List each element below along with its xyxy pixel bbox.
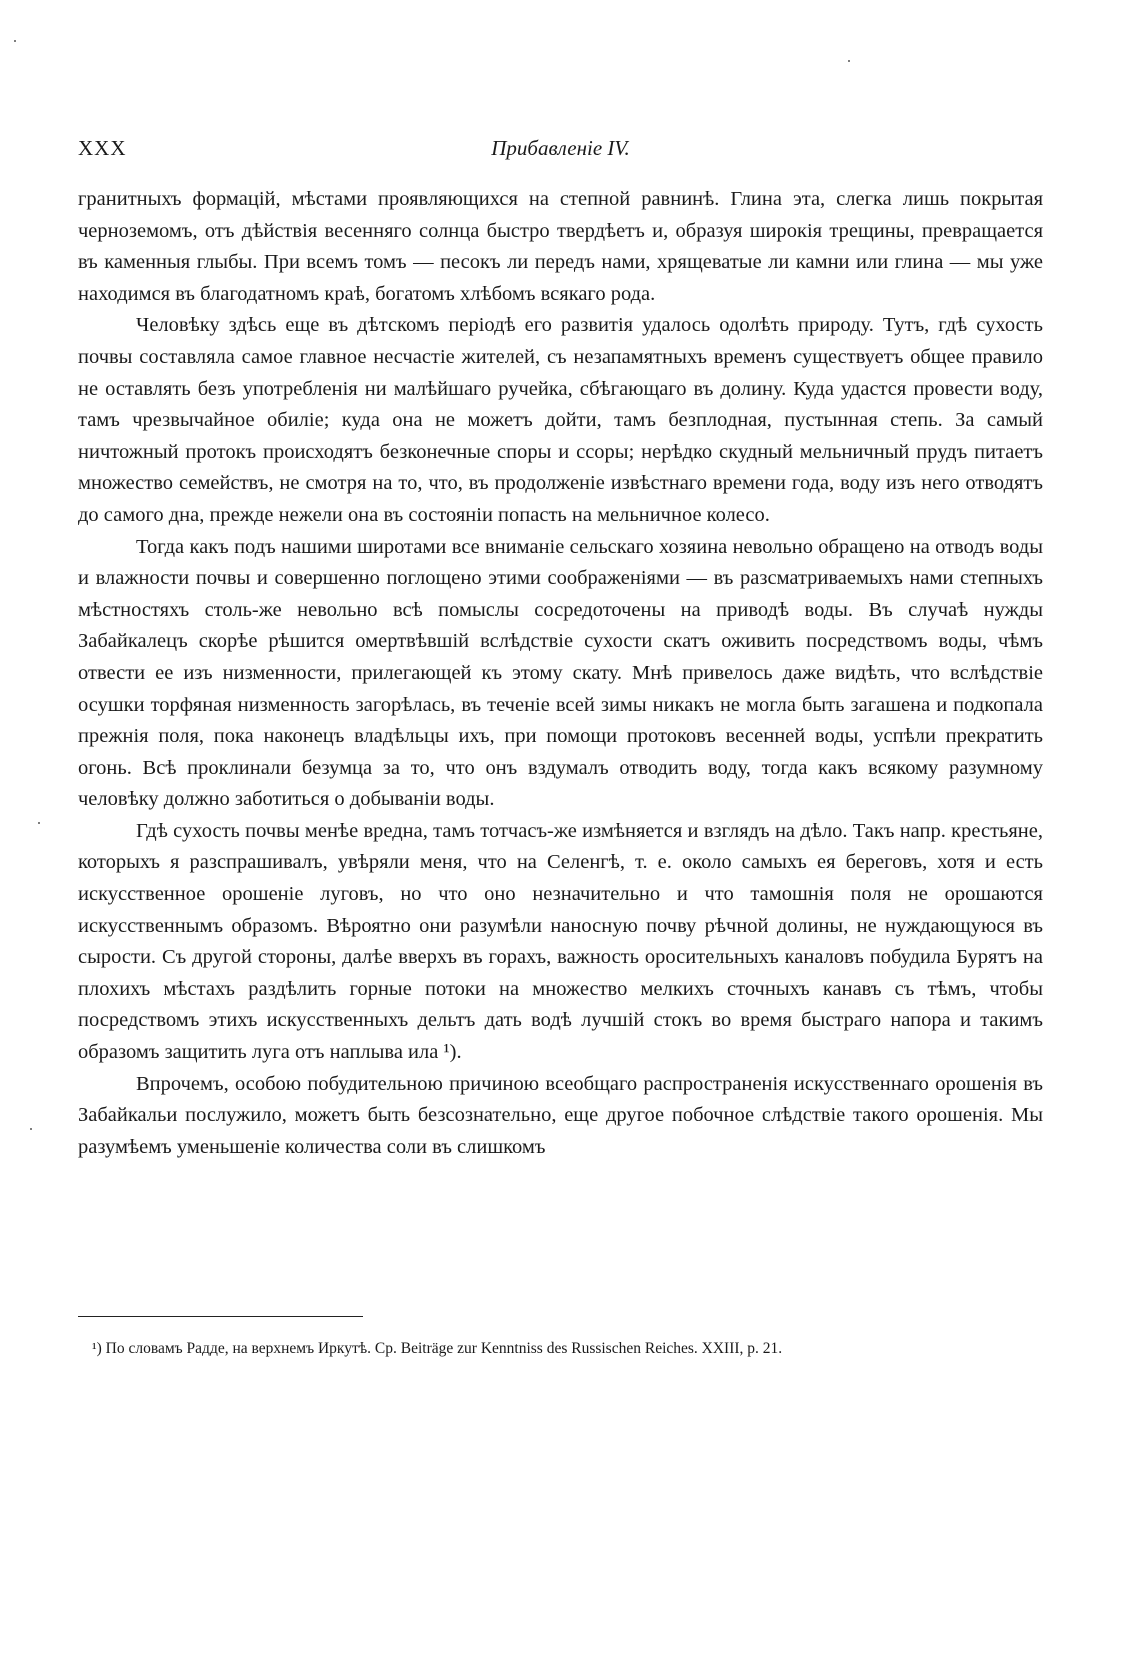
body-text (78, 184, 1043, 1163)
scan-speck (14, 40, 16, 42)
running-title: Прибавленіе IV. (491, 136, 630, 160)
scan-speck (30, 1128, 32, 1130)
paragraph: Тогда какъ подъ нашими широтами все вниманіе сельскаго хозяина невольно обращено на отводъ воды и влажности почвы и совершенно поглощено этими соображеніями — въ разсматриваемыхъ нами степныхъ мѣстностяхъ столь-же невольно всѣ помыслы сосредоточены на приводѣ воды. Въ случаѣ нужды Забайкалецъ скорѣе рѣшится омертвѣвшій вслѣдствіе сухости скатъ оживить посредствомъ воды, чѣмъ отвести ее изъ низменности, прилегающей къ этому скату. Мнѣ привелось даже видѣть, что вслѣдствіе осушки торфяная низменность загорѣлась, въ теченіе всей зимы никакъ не могла быть загашена и подкопала прежнія поля, пока наконецъ владѣльцы ихъ, при помощи протоковъ весенней воды, успѣли прекратить огонь. Всѣ проклинали безумца за то, что онъ вздумалъ отводить воду, тогда какъ всякому разумному человѣку должно заботиться о добываніи воды. (78, 535, 1043, 811)
footnote: ¹) По словамъ Радде, на верхнемъ Иркутѣ. Ср. Beiträge zur Kenntniss des Russischen Reiches. XXIII, p. 21. (92, 1340, 783, 1357)
page-header (78, 136, 1043, 166)
paragraph: Впрочемъ, особою побудительною причиною всеобщаго распространенія искусственнаго орошенія въ Забайкальи послужило, можетъ быть безсознательно, еще другое побочное слѣдствіе такого орошенія. Мы разумѣемъ уменьшеніе количества соли въ слишкомъ (78, 1072, 1043, 1158)
page-number: XXX (78, 136, 127, 160)
scan-speck (38, 822, 40, 824)
paragraph-continuation: гранитныхъ формацій, мѣстами проявляющихся на степной равнинѣ. Глина эта, слегка лишь покрытая черноземомъ, отъ дѣйствія весенняго солнца быстро твердѣетъ и, образуя широкія трещины, превращается въ каменныя глыбы. При всемъ томъ — песокъ ли передъ нами, хрящеватые ли камни или глина — мы уже находимся въ благодатномъ краѣ, богатомъ хлѣбомъ всякаго рода. (78, 188, 1043, 305)
scan-speck (848, 60, 850, 62)
footnote-divider (78, 1316, 363, 1317)
paragraph: Гдѣ сухость почвы менѣе вредна, тамъ тотчасъ-же измѣняется и взглядъ на дѣло. Такъ напр. крестьяне, которыхъ я разспрашивалъ, увѣряли меня, что на Селенгѣ, т. е. около самыхъ ея береговъ, хотя и есть искусственное орошеніе луговъ, но что оно незначительно и что тамошнія поля не орошаются искусственнымъ образомъ. Вѣроятно они разумѣли наносную почву рѣчной долины, не нуждающуюся въ сырости. Съ другой стороны, далѣе вверхъ въ горахъ, важность оросительныхъ каналовъ побудила Бурятъ на плохихъ мѣстахъ раздѣлить горные потоки на множество мелкихъ сточныхъ канавъ съ тѣмъ, чтобы посредствомъ этихъ искусственныхъ дельтъ дать водѣ лучшій стокъ во время быстраго напора и такимъ образомъ защитить луга отъ наплыва ила ¹). (78, 819, 1043, 1064)
paragraph: Человѣку здѣсь еще въ дѣтскомъ періодѣ его развитія удалось одолѣть природу. Тутъ, гдѣ сухость почвы составляла самое главное несчастіе жителей, съ незапамятныхъ временъ существуетъ общее правило не оставлять безъ употребленія ни малѣйшаго ручейка, сбѣгающаго въ долину. Куда удастся провести воду, тамъ чрезвычайное обиліе; куда она не можетъ дойти, тамъ безплодная, пустынная степь. За самый ничтожный протокъ происходятъ безконечные споры и ссоры; нерѣдко скудный мельничный прудъ питаетъ множество семействъ, не смотря на то, что, въ продолженіе извѣстнаго времени года, воду изъ него отводятъ до самого дна, прежде нежели она въ состояніи попасть на мельничное колесо. (78, 314, 1043, 526)
